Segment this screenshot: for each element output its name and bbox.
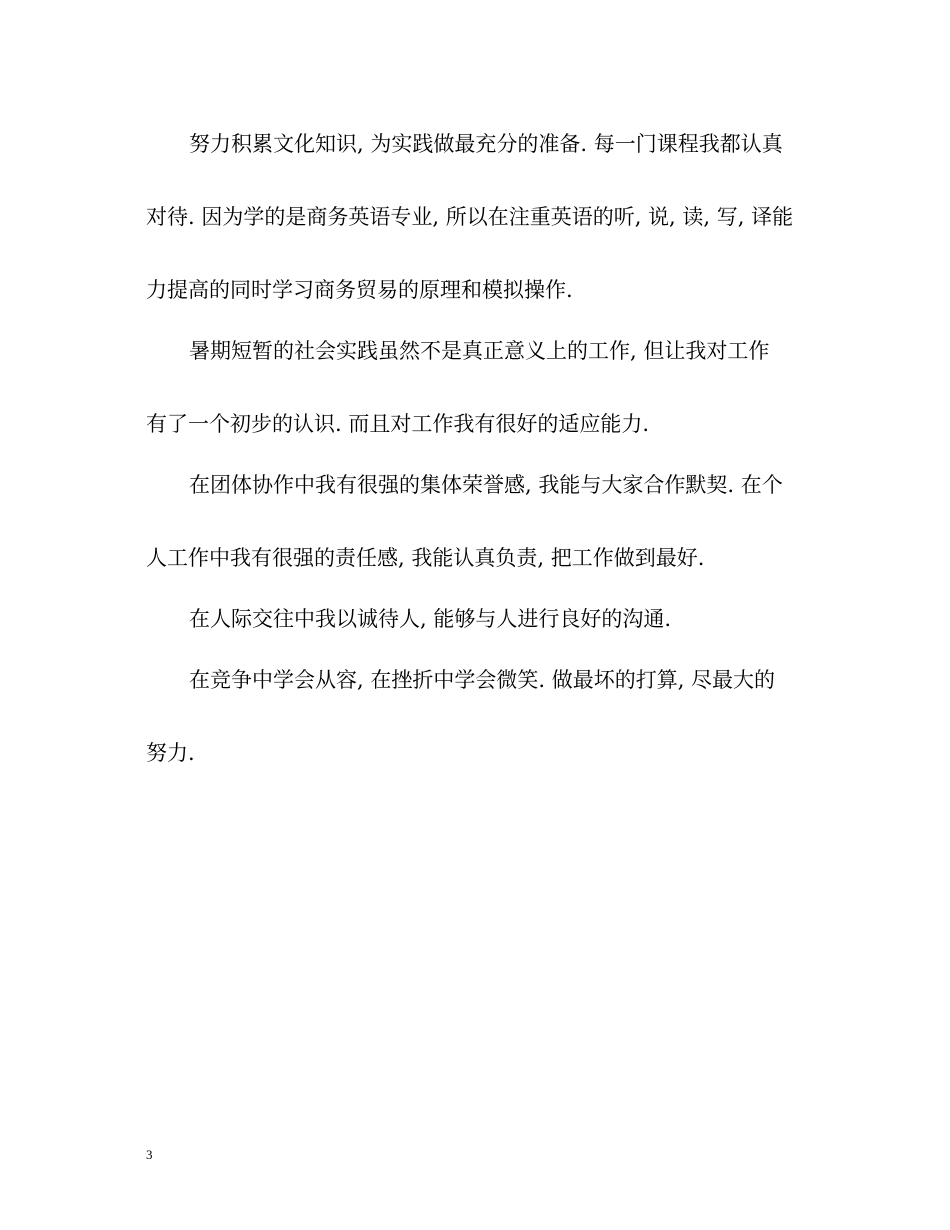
paragraph-line: 有了一个初步的认识. 而且对工作我有很好的适应能力. (146, 412, 650, 436)
paragraph-line: 在团体协作中我有很强的集体荣誉感, 我能与大家合作默契. 在个 (189, 473, 783, 497)
paragraph-line: 在人际交往中我以诚待人, 能够与人进行良好的沟通. (189, 607, 672, 631)
paragraph-line: 暑期短暂的社会实践虽然不是真正意义上的工作, 但让我对工作 (189, 339, 770, 363)
paragraph-line: 力提高的同时学习商务贸易的原理和模拟操作. (146, 278, 573, 302)
paragraph-line: 努力积累文化知识, 为实践做最充分的准备. 每一门课程我都认真 (189, 132, 783, 156)
paragraph-line: 在竞争中学会从容, 在挫折中学会微笑. 做最坏的打算, 尽最大的 (189, 668, 776, 692)
paragraph-line: 人工作中我有很强的责任感, 我能认真负责, 把工作做到最好. (146, 546, 705, 570)
paragraph-line: 努力. (146, 741, 195, 765)
page-number: 3 (146, 1147, 153, 1162)
paragraph-line: 对待. 因为学的是商务英语专业, 所以在注重英语的听, 说, 读, 写, 译能 (146, 205, 794, 229)
